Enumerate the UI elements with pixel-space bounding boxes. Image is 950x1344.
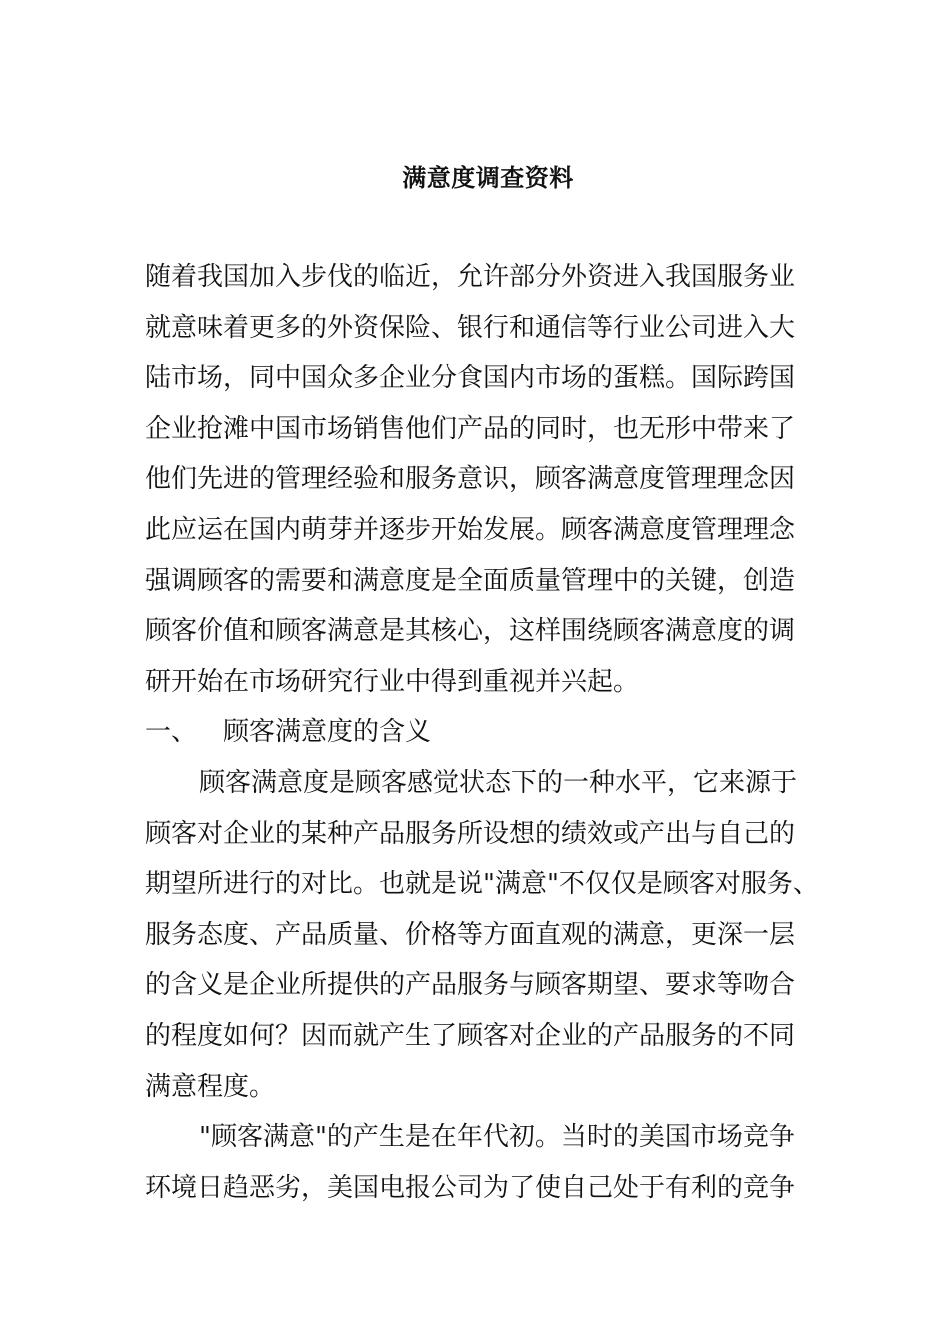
intro-paragraph xyxy=(145,252,825,707)
text-line: 陆市场，同中国众多企业分食国内市场的蛋糕。国际跨国 xyxy=(145,363,796,394)
text-line: 服务态度、产品质量、价格等方面直观的满意，更深一层 xyxy=(145,919,796,950)
text-line: 企业抢滩中国市场销售他们产品的同时，也无形中带来了 xyxy=(145,413,796,444)
text-line: 强调顾客的需要和满意度是全面质量管理中的关键，创造 xyxy=(145,565,796,596)
section-paragraph-2 xyxy=(145,1112,825,1213)
text-line: 环境日趋恶劣，美国电报公司为了使自己处于有利的竞争 xyxy=(145,1172,796,1203)
section-paragraph-1 xyxy=(145,758,825,1112)
text-line: 顾客对企业的某种产品服务所设想的绩效或产出与自己的 xyxy=(145,818,796,849)
section-heading xyxy=(145,707,825,758)
document-body xyxy=(145,252,825,1213)
text-line: 随着我国加入步伐的临近，允许部分外资进入我国服务业 xyxy=(145,262,796,292)
text-line: 的含义是企业所提供的产品服务与顾客期望、要求等吻合 xyxy=(145,970,796,1001)
text-line: 就意味着更多的外资保险、银行和通信等行业公司进入大 xyxy=(145,312,796,343)
text-line: 研开始在市场研究行业中得到重视并兴起。 xyxy=(145,666,640,697)
section-number: 一、 xyxy=(145,717,198,748)
text-line: 的程度如何？因而就产生了顾客对企业的产品服务的不同 xyxy=(145,1020,796,1051)
text-line: "顾客满意"的产生是在年代初。当时的美国市场竞争 xyxy=(199,1122,795,1153)
text-line: 此应运在国内萌芽并逐步开始发展。顾客满意度管理理念 xyxy=(145,514,796,545)
text-line: 期望所进行的对比。也就是说"满意"不仅仅是顾客对服务、 xyxy=(145,869,819,900)
text-line: 满意程度。 xyxy=(145,1071,276,1102)
text-line: 顾客满意度是顾客感觉状态下的一种水平，它来源于 xyxy=(199,767,798,798)
document-title: 满意度调查资料 xyxy=(402,163,574,192)
section-heading-text: 顾客满意度的含义 xyxy=(223,717,432,748)
text-line: 顾客价值和顾客满意是其核心，这样围绕顾客满意度的调 xyxy=(145,616,796,647)
text-line: 他们先进的管理经验和服务意识，顾客满意度管理理念因 xyxy=(145,464,796,495)
